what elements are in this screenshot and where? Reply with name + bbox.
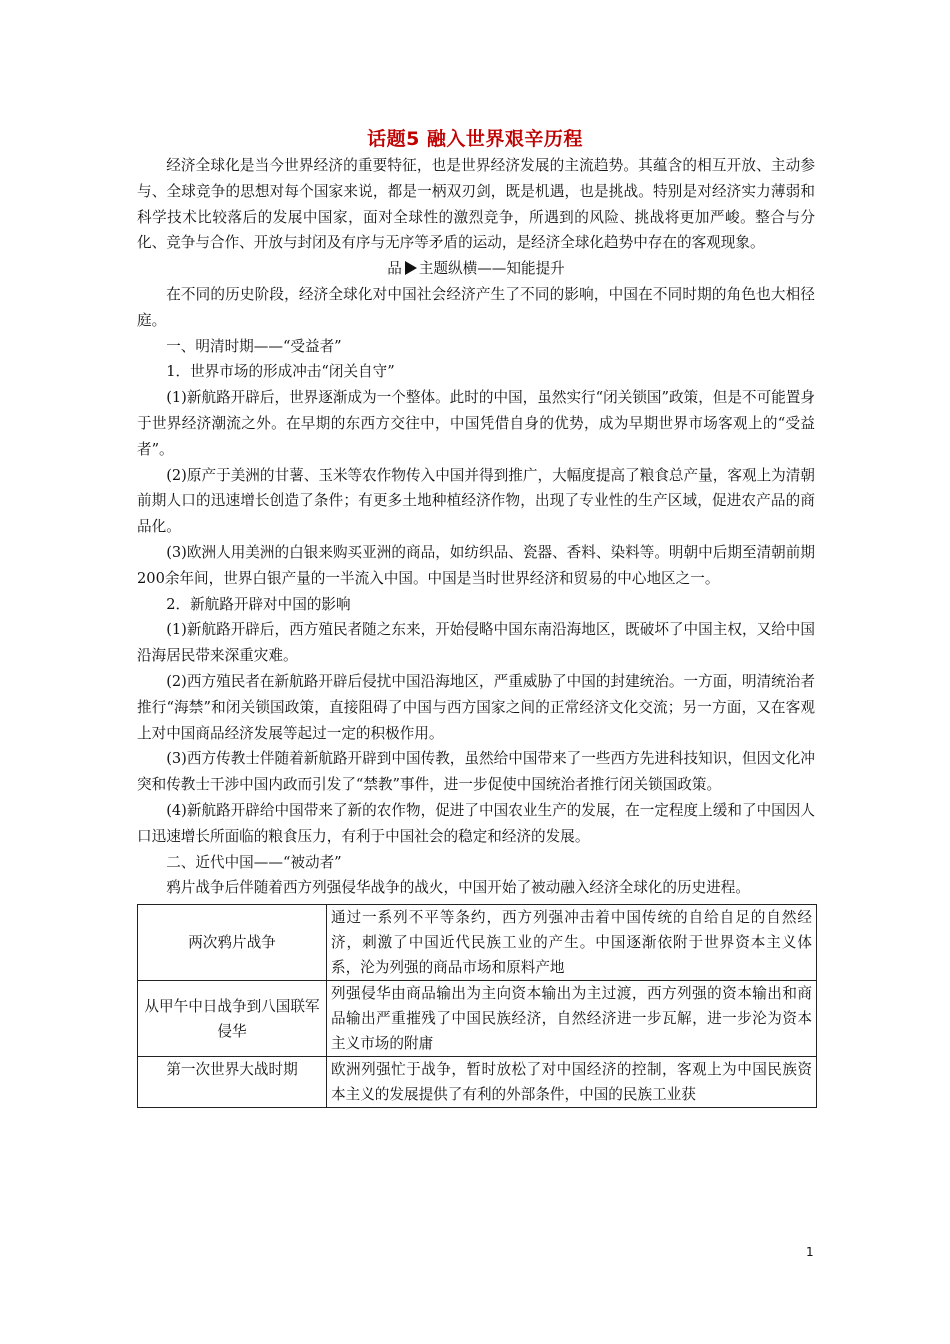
table-row [138,981,817,1057]
part2-lead: 鸦片战争后伴随着西方列强侵华战争的战火，中国开始了被动融入经济全球化的历史进程。 [166,879,750,897]
table-cell-desc: 欧洲列强忙于战争，暂时放松了对中国经济的控制，客观上为中国民族资本主义的发展提供了有利的外部条件，中国的民族工业获 [327,1057,817,1108]
document-title: 话题5 融入世界艰辛历程 [367,128,583,150]
part1-sub1-item: (2)原产于美洲的甘薯、玉米等农作物传入中国并得到推广，大幅度提高了粮食总产量，客观上为清朝前期人口的迅速增长创造了条件；有更多土地种植经济作物，出现了专业性的生产区域，促进农产品的商品化。 [137,466,815,536]
part1-sub2-item: (4)新航路开辟给中国带来了新的农作物，促进了中国农业生产的发展，在一定程度上缓和了中国因人口迅速增长所面临的粮食压力，有利于中国社会的稳定和经济的发展。 [137,801,815,845]
history-table [137,904,817,1108]
table-row [138,905,817,981]
section-header-left: 品 [387,260,402,278]
table-cell-desc: 通过一系列不平等条约，西方列强冲击着中国传统的自给自足的自然经济，刺激了中国近代民族工业的产生。中国逐渐依附于世界资本主义体系，沦为列强的商品市场和原料产地 [327,905,817,981]
document-body [137,153,815,1108]
part1-sub1-item: (1)新航路开辟后，世界逐渐成为一个整体。此时的中国，虽然实行“闭关锁国”政策，但是不可能置身于世界经济潮流之外。在早期的东西方交往中，中国凭借自身的优势，成为早期世界市场客观上的“受益者”。 [137,389,815,458]
section-header-right: 主题纵横——知能提升 [418,260,565,278]
part2-heading: 二、近代中国——“被动者” [166,853,342,871]
table-cell-period: 从甲午中日战争到八国联军侵华 [138,981,327,1057]
part1-sub1-item: (3)欧洲人用美洲的白银来购买亚洲的商品，如纺织品、瓷器、香料、染料等。明朝中后期至清朝前期200余年间，世界白银产量的一半流入中国。中国是当时世界经济和贸易的中心地区之一。 [137,543,815,587]
page-number: 1 [806,1245,814,1259]
part1-sub2-item: (3)西方传教士伴随着新航路开辟到中国传教，虽然给中国带来了一些西方先进科技知识，但因文化冲突和传教士干涉中国内政而引发了“禁教”事件，进一步促使中国统治者推行闭关锁国政策。 [137,750,815,794]
part1-sub2-item: (1)新航路开辟后，西方殖民者随之东来，开始侵略中国东南沿海地区，既破坏了中国主权，又给中国沿海居民带来深重灾难。 [137,621,815,665]
table-row [138,1057,817,1108]
intro-paragraph: 经济全球化是当今世界经济的重要特征，也是世界经济发展的主流趋势。其蕴含的相互开放、主动参与、全球竞争的思想对每个国家来说，都是一柄双刃剑，既是机遇，也是挑战。特别是对经济实力薄弱和科学技术比较落后的发展中国家，面对全球性的激烈竞争，所遇到的风险、挑战将更加严峻。整合与分化、竞争与合作、开放与封闭及有序与无序等矛盾的运动，是经济全球化趋势中存在的客观现象。 [137,157,815,252]
play-triangle-icon [405,261,417,275]
part1-sub2-item: (2)西方殖民者在新航路开辟后侵扰中国沿海地区，严重威胁了中国的封建统治。一方面，明清统治者推行“海禁”和闭关锁国政策，直接阻碍了中国与西方国家之间的正常经济文化交流；另一方面，又在客观上对中国商品经济发展等起过一定的积极作用。 [137,672,815,742]
part1-sub2-heading: 2．新航路开辟对中国的影响 [166,595,351,613]
part1-sub1-heading: 1．世界市场的形成冲击“闭关自守” [166,363,395,381]
section-header [137,256,815,282]
table-cell-period: 两次鸦片战争 [138,905,327,981]
table-cell-period: 第一次世界大战时期 [138,1057,327,1108]
table-cell-desc: 列强侵华由商品输出为主向资本输出为主过渡，西方列强的资本输出和商品输出严重摧残了中国民族经济，自然经济进一步瓦解，进一步沦为资本主义市场的附庸 [327,981,817,1057]
part1-heading: 一、明清时期——“受益者” [166,337,342,355]
lead-paragraph: 在不同的历史阶段，经济全球化对中国社会经济产生了不同的影响，中国在不同时期的角色也大相径庭。 [137,285,815,329]
